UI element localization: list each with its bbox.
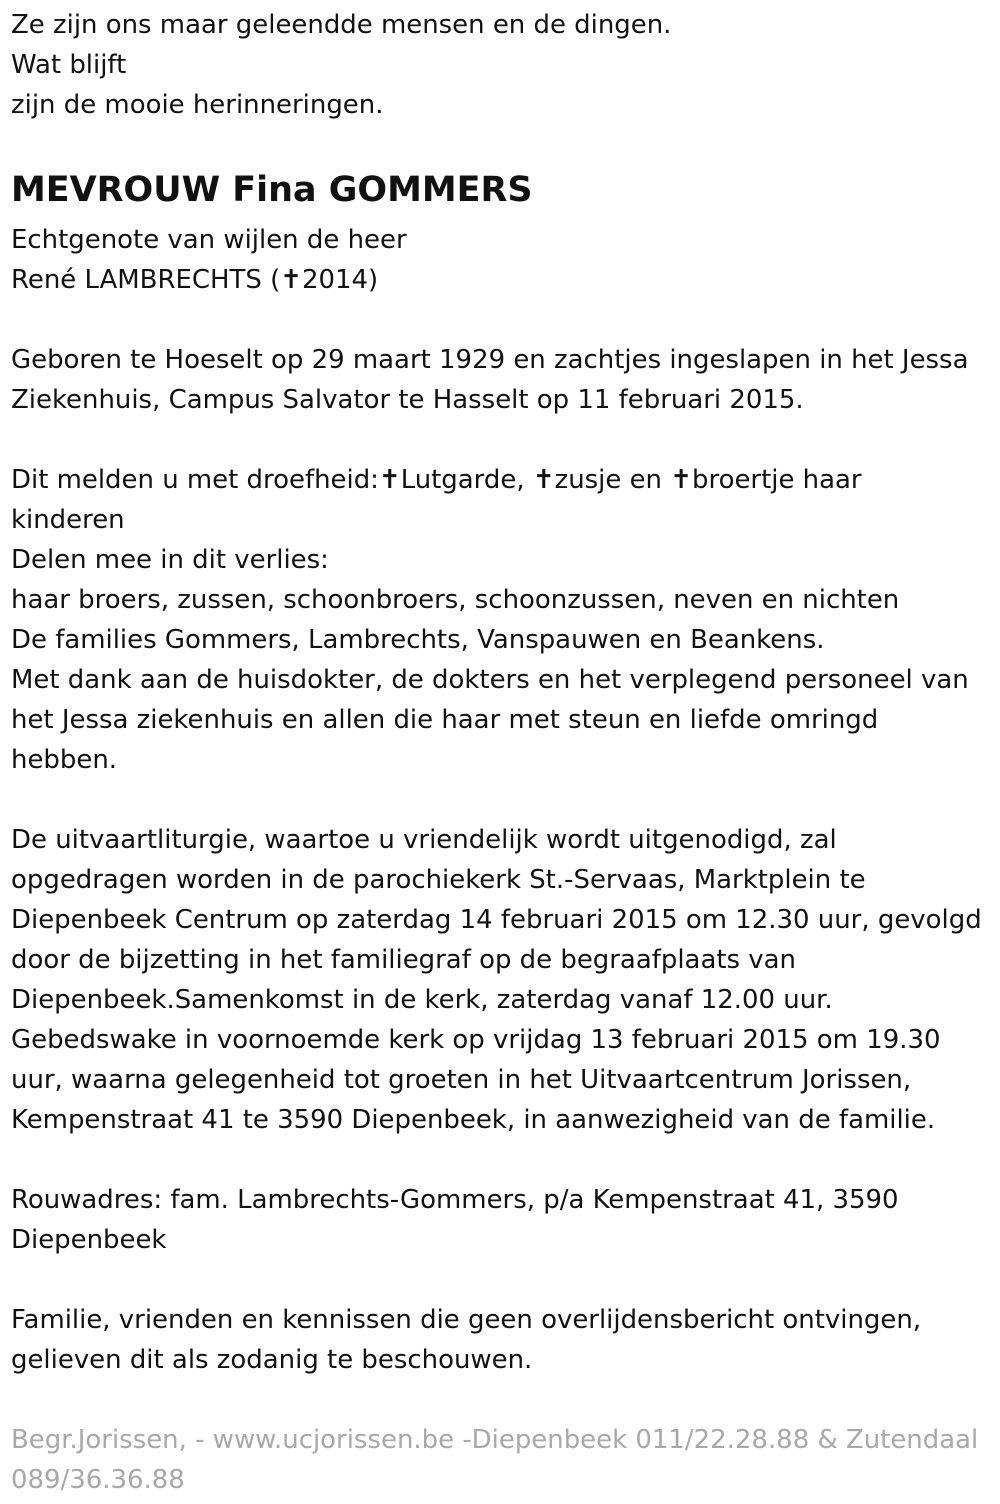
announce-text: broertje haar bbox=[692, 465, 862, 495]
poem-line: zijn de mooie herinneringen. bbox=[11, 90, 384, 120]
text-line: Delen mee in dit verlies: bbox=[11, 545, 329, 575]
poem-line: Ze zijn ons maar geleendde mensen en de dingen. bbox=[11, 10, 672, 40]
announce-text: Lutgarde, bbox=[400, 465, 533, 495]
text-line: Geboren te Hoeselt op 29 maart 1929 en zachtjes ingeslapen in het Jessa bbox=[11, 345, 969, 375]
poem bbox=[11, 5, 991, 125]
text-line: Diepenbeek Centrum op zaterdag 14 februari 2015 om 12.30 uur, gevolgd bbox=[11, 905, 982, 935]
text-line: haar broers, zussen, schoonbroers, schoonzussen, neven en nichten bbox=[11, 585, 900, 615]
cross-icon: ✝ bbox=[280, 265, 302, 295]
spouse-line bbox=[11, 260, 989, 300]
family-announcement bbox=[11, 460, 991, 780]
text-line: hebben. bbox=[11, 745, 118, 775]
text-line: opgedragen worden in de parochiekerk St.-Servaas, Marktplein te bbox=[11, 865, 866, 895]
text-line: De uitvaartliturgie, waartoe u vriendelijk wordt uitgenodigd, zal bbox=[11, 825, 837, 855]
poem-line: Wat blijft bbox=[11, 50, 127, 80]
closing-note bbox=[11, 1300, 991, 1380]
text-line: kinderen bbox=[11, 505, 125, 535]
text-line: het Jessa ziekenhuis en allen die haar met steun en liefde omringd bbox=[11, 705, 879, 735]
text-line: Rouwadres: fam. Lambrechts-Gommers, p/a Kempenstraat 41, 3590 bbox=[11, 1185, 899, 1215]
mourning-address bbox=[11, 1180, 991, 1260]
text-line: Met dank aan de huisdokter, de dokters en het verplegend personeel van bbox=[11, 665, 969, 695]
cross-icon: ✝ bbox=[670, 465, 693, 495]
cross-icon: ✝ bbox=[532, 465, 555, 495]
text-line: Diepenbeek.Samenkomst in de kerk, zaterdag vanaf 12.00 uur. bbox=[11, 985, 833, 1015]
spouse-line: Echtgenote van wijlen de heer bbox=[11, 225, 407, 255]
announce-text: zusje en bbox=[554, 465, 671, 495]
deceased-name: MEVROUW Fina GOMMERS bbox=[11, 170, 533, 210]
text-line: Familie, vrienden en kennissen die geen overlijdensbericht ontvingen, bbox=[11, 1305, 922, 1335]
spouse-name: René LAMBRECHTS ( bbox=[11, 265, 281, 295]
text-line: Gebedswake in voornoemde kerk op vrijdag 13 februari 2015 om 19.30 bbox=[11, 1025, 941, 1055]
text-line: uur, waarna gelegenheid tot groeten in het Uitvaartcentrum Jorissen, bbox=[11, 1065, 912, 1095]
text-line: Diepenbeek bbox=[11, 1225, 167, 1255]
text-line: door de bijzetting in het familiegraf op de begraafplaats van bbox=[11, 945, 797, 975]
text-line bbox=[11, 460, 989, 500]
footer-line: 089/36.36.88 bbox=[11, 1465, 185, 1495]
text-line: Ziekenhuis, Campus Salvator te Hasselt op 11 februari 2015. bbox=[11, 385, 804, 415]
text-line: Kempenstraat 41 te 3590 Diepenbeek, in aanwezigheid van de familie. bbox=[11, 1105, 936, 1135]
ceremony-info bbox=[11, 820, 991, 1140]
spouse-year: 2014) bbox=[301, 265, 379, 295]
announce-text: Dit melden u met droefheid: bbox=[11, 465, 379, 495]
spouse-info bbox=[11, 220, 991, 300]
cross-icon: ✝ bbox=[378, 465, 401, 495]
text-line: gelieven dit als zodanig te beschouwen. bbox=[11, 1345, 533, 1375]
funeral-home-footer bbox=[11, 1420, 991, 1500]
text-line: De families Gommers, Lambrechts, Vanspauwen en Beankens. bbox=[11, 625, 825, 655]
obituary-notice bbox=[11, 0, 991, 1500]
footer-line: Begr.Jorissen, - www.ucjorissen.be -Diepenbeek 011/22.28.88 & Zutendaal bbox=[11, 1425, 979, 1455]
birth-death-info bbox=[11, 340, 991, 420]
